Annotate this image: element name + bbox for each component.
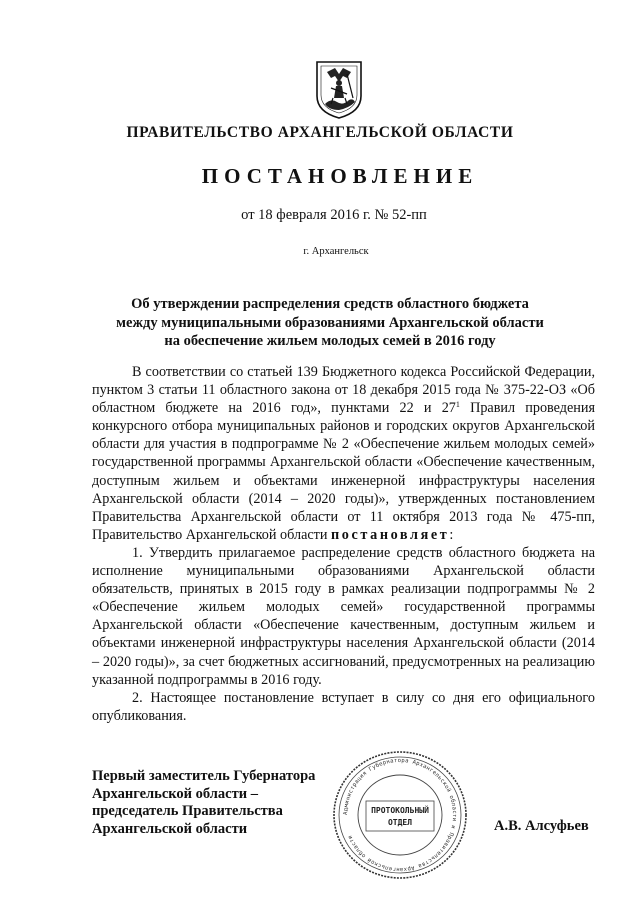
preamble-text: В соответствии со статьей 139 Бюджетного кодекса Российской Федерации, пунктом 3 статьи 11 областного закона от 18 декабря 2015 года № 375-22-ОЗ «Об областном бюджете на 2016 год», пунктами 22 и 27	[92, 364, 595, 417]
document-city: г. Архангельск	[303, 246, 369, 257]
signatory-position-line: Архангельской области –	[92, 785, 258, 802]
superscript-index: 1	[455, 400, 460, 410]
document-body	[92, 363, 595, 725]
title-line: Об утверждении распределения средств областного бюджета	[131, 296, 529, 312]
signatory-name: А.В. Алсуфьев	[494, 818, 589, 834]
title-line: между муниципальными образованиями Архангельской области	[116, 314, 544, 331]
signatory-position-line: Архангельской области	[92, 820, 248, 837]
signatory-position-line: Первый заместитель Губернатора	[92, 768, 316, 784]
signatory-position-line: председатель Правительства	[92, 803, 283, 819]
stamp-center-line: ПРОТОКОЛЬНЫЙ	[371, 806, 429, 815]
preamble-text-continued: Правил проведения конкурсного отбора муниципальных районов и городских округов Архангельской области для участия в подпрограмме № 2 «Обеспечение жильем молодых семей» государственной программы Архангельской области «Обеспечение качественным, доступным жильем и объектами инженерной инфраструктуры населения Архангельской области (2014 – 2020 годы)», утвержденных постановлением Правительства Архангельской области от 11 октября 2013 года № 475-пп, Правительство Архангельской области	[92, 400, 595, 543]
body-paragraph-item-1: 1. Утвердить прилагаемое распределение средств областного бюджета на исполнение муниципальными образованиями Архангельской области обязательств, принятых в 2015 году в рамках реализации подпрограммы № 2 «Обеспечение жильем молодых семей» государственной программы Архангельской области «Обеспечение качественным, доступным жильем и объектами инженерной инфраструктуры населения Архангельской области (2014 – 2020 годы)», за счет бюджетных ассигнований, предусмотренных на реализацию указанной подпрограммы в 2016 году.	[92, 544, 595, 688]
official-stamp	[330, 748, 470, 882]
document-type: ПОСТАНОВЛЕНИЕ	[201, 164, 479, 188]
stamp-center-line: ОТДЕЛ	[387, 818, 413, 827]
signatory-position	[92, 768, 315, 838]
document-date-number: от 18 февраля 2016 г. № 52-пп	[241, 207, 427, 223]
document-title	[100, 295, 560, 351]
resolution-verb: постановляет	[331, 526, 450, 543]
preamble-colon: :	[449, 526, 454, 543]
body-paragraph-item-2: 2. Настоящее постановление вступает в силу со дня его официального опубликования.	[92, 689, 595, 724]
stamp-ring-text: Администрация Губернатора Архангельской области и Правительства Архангельской области	[342, 757, 458, 873]
organization-name: ПРАВИТЕЛЬСТВО АРХАНГЕЛЬСКОЙ ОБЛАСТИ	[126, 124, 514, 141]
title-line: на обеспечение жильем молодых семей в 2016 году	[164, 333, 496, 349]
coat-of-arms-emblem	[313, 58, 365, 120]
body-paragraph-preamble	[92, 363, 595, 544]
